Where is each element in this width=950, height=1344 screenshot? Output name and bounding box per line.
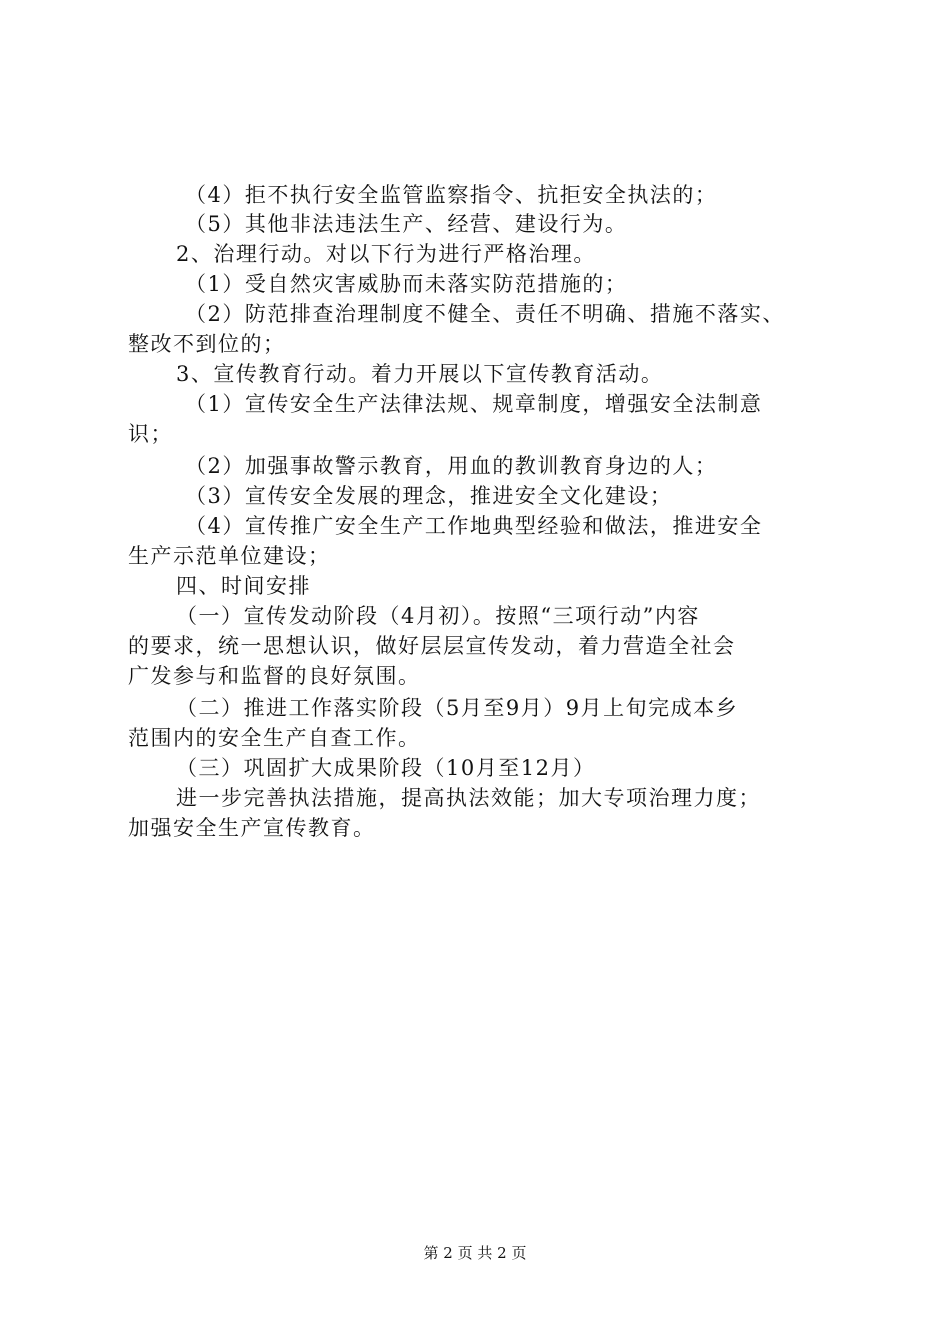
text-line: （1）受自然灾害威胁而未落实防范措施的； [185, 272, 628, 296]
text-line: （2）加强事故警示教育，用血的教训教育身边的人； [185, 454, 718, 478]
text-line: 识； [128, 422, 173, 446]
text-line: （1）宣传安全生产法律法规、规章制度，增强安全法制意 [185, 392, 763, 416]
page-number-footer: 第 2 页 共 2 页 [423, 1244, 527, 1262]
text-line: （4）宣传推广安全生产工作地典型经验和做法，推进安全 [185, 514, 763, 538]
text-line: （三）巩固扩大成果阶段（10月至12月） [176, 756, 596, 780]
text-line: 范围内的安全生产自查工作。 [128, 726, 421, 750]
text-line: （4）拒不执行安全监管监察指令、抗拒安全执法的； [185, 183, 718, 207]
text-line: （一）宣传发动阶段（4月初）。按照“三项行动”内容 [176, 604, 700, 628]
text-line: （二）推进工作落实阶段（5月至9月）9月上旬完成本乡 [176, 696, 739, 720]
text-line: 生产示范单位建设； [128, 544, 331, 568]
text-line: 3、宣传教育行动。着力开展以下宣传教育活动。 [176, 362, 664, 386]
text-line: （5）其他非法违法生产、经营、建设行为。 [185, 212, 628, 236]
text-line: 加强安全生产宣传教育。 [128, 816, 376, 840]
text-line: （3）宣传安全发展的理念，推进安全文化建设； [185, 484, 673, 508]
text-line: 进一步完善执法措施，提高执法效能；加大专项治理力度； [176, 786, 761, 810]
text-line: 四、时间安排 [176, 574, 311, 598]
text-line: 的要求，统一思想认识，做好层层宣传发动，着力营造全社会 [128, 634, 736, 658]
text-line: 2、治理行动。对以下行为进行严格治理。 [176, 242, 596, 266]
text-line: 整改不到位的； [128, 332, 286, 356]
text-line: 广发参与和监督的良好氛围。 [128, 664, 421, 688]
text-line: （2）防范排查治理制度不健全、责任不明确、措施不落实、 [185, 302, 785, 326]
